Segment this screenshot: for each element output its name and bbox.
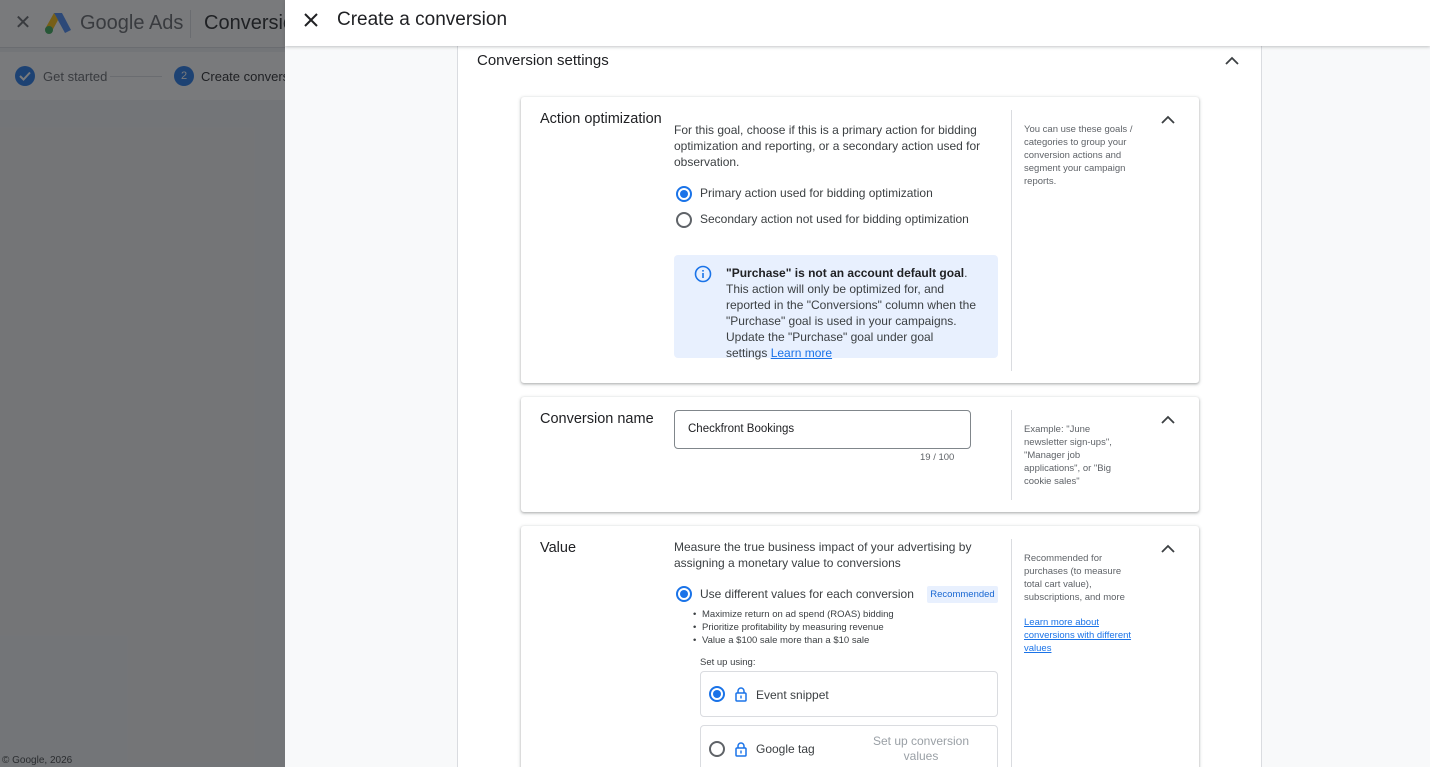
lock-icon [734,686,748,702]
goal-info-text [726,265,978,361]
chevron-up-icon[interactable] [1159,540,1177,558]
chevron-up-icon[interactable] [1159,411,1177,429]
google-tag-label: Google tag [756,742,815,756]
divider [1011,410,1012,500]
benefits-list [702,608,894,647]
info-bold-text: "Purchase" is not an account default goal [726,266,965,280]
event-snippet-label: Event snippet [756,688,829,702]
list-item: • Prioritize profitability by measuring revenue [702,621,894,634]
conversion-name-card [521,397,1199,512]
action-optimization-title: Action optimization [540,111,662,127]
setup-using-label: Set up using: [700,657,756,668]
list-item: • Maximize return on ad spend (ROAS) bidding [702,608,894,621]
setup-conversion-values-button[interactable]: Set up conversion values [872,734,970,763]
value-title: Value [540,540,577,556]
value-help: Recommended for purchases (to measure total cart value), subscriptions, and more [1024,553,1125,603]
action-optimization-help: You can use these goals / categories to group your conversion actions and segment your campaign reports. [1024,124,1133,187]
secondary-action-radio[interactable] [676,212,692,228]
divider [1011,539,1012,767]
primary-action-radio[interactable] [676,186,692,202]
goal-info-box [674,255,998,358]
conversion-settings-card [457,30,1262,767]
different-values-radio[interactable] [676,586,692,602]
close-icon[interactable] [300,9,322,31]
value-help-link[interactable]: Learn more about conversions with different values [1024,617,1132,654]
google-tag-radio[interactable] [709,741,725,757]
list-item: • Value a $100 sale more than a $10 sale [702,634,894,647]
create-conversion-panel [285,0,1430,767]
google-tag-option[interactable] [700,725,998,767]
secondary-action-label[interactable]: Secondary action not used for bidding optimization [700,212,969,226]
value-card [521,526,1199,767]
action-optimization-description: For this goal, choose if this is a primary action for bidding optimization and reporting, or a secondary action used for observation. [674,123,981,169]
event-snippet-option[interactable] [700,671,998,717]
lock-icon [734,741,748,757]
divider [1011,110,1012,371]
info-icon [694,265,712,283]
recommended-badge: Recommended [927,586,998,603]
learn-more-link[interactable]: Learn more [770,346,833,360]
character-counter: 19 / 100 [920,452,955,463]
section-title: Conversion settings [477,52,609,69]
different-values-label[interactable]: Use different values for each conversion [700,587,914,601]
conversion-name-help: Example: "June newsletter sign-ups", "Manager job applications", or "Big cookie sales" [1024,424,1112,487]
panel-header [285,0,1430,46]
info-body-text: . This action will only be optimized for, and reported in the "Conversions" column when the "Purchase" goal is used in your campaigns. Update the "Purchase" goal under goal settings [726,266,976,360]
chevron-up-icon[interactable] [1159,111,1177,129]
event-snippet-radio[interactable] [709,686,725,702]
value-description: Measure the true business impact of your advertising by assigning a monetary value to conversions [674,540,972,570]
primary-action-label[interactable]: Primary action used for bidding optimization [700,186,933,200]
conversion-name-input[interactable]: Checkfront Bookings [674,410,971,449]
action-optimization-card [521,97,1199,383]
chevron-up-icon[interactable] [1223,52,1241,70]
panel-title: Create a conversion [337,9,508,30]
conversion-name-title: Conversion name [540,411,654,427]
